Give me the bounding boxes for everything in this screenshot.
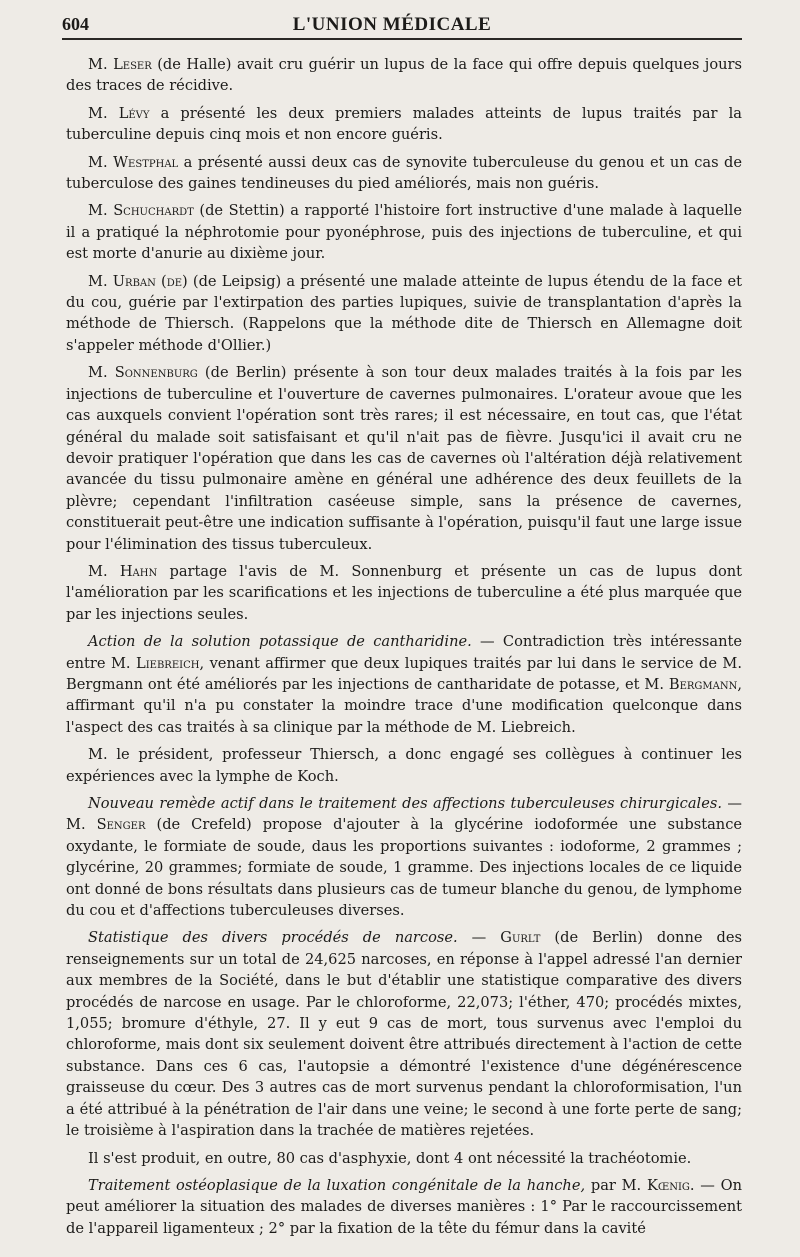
- text-run: , venant affirmer que deux lupiques traités par lui dans le service de M. Bergmann ont été améliorés par les injections de cantharidate de potasse, et M.: [66, 654, 742, 693]
- text-run: Il s'est produit, en outre, 80 cas d'asphyxie, dont 4 ont nécessité la trachéotomie.: [88, 1149, 692, 1167]
- text-run: — M.: [66, 795, 742, 834]
- author-name: Lévy: [118, 104, 150, 122]
- text-run: (de Berlin) présente à son tour deux malades traités à la fois par les injections de tuberculine et l'ouverture de cavernes pulmonaires. L'orateur avoue que les cas auxquels convient l'opération sont très rares; il est nécessaire, en tout cas, que l'état général du malade soit satisfaisant et qu'il n'ait pas de fièvre. Jusqu'ici il avait cru ne devoir pratiquer l'opération que dans les cas de cavernes où l'altération déjà relativement avancée du tissu pulmonaire amène en général une adhérence des deux feuillets de la plèvre; cependant l'infiltration caséeuse simple, sans la présence de cavernes, constituerait peut-être une indication suffisante à l'opération, puisqu'il faut une large issue pour l'élimination des tissus tuberculeux.: [66, 364, 742, 553]
- paragraph: [66, 152, 742, 195]
- paragraph: [66, 103, 742, 146]
- paragraph: [66, 927, 742, 1141]
- text-run: par M.: [585, 1176, 647, 1194]
- text-run: partage l'avis de M. Sonnenburg et présente un cas de lupus dont l'amélioration par les scarifications et les injections de tuberculine a été plus marquée que par les injections seules.: [66, 562, 742, 623]
- text-run: M.: [88, 562, 120, 580]
- author-name: Leser: [113, 56, 152, 73]
- text-run: (de Stettin) a rapporté l'histoire fort instructive d'une malade à laquelle il a pratiqué la néphrotomie pour pyonéphrose, puis des injections de tuberculine, et qui est morte d'anurie au dixième jour.: [66, 202, 742, 263]
- text-run: , affirmant qu'il n'a pu constater la moindre trace d'une modification quelconque dans l'aspect des cas traités à sa clinique par la méthode de M. Liebreich.: [66, 675, 742, 736]
- text-run: M. le président, professeur Thiersch, a donc engagé ses collègues à continuer les expériences avec la lymphe de Koch.: [66, 746, 742, 785]
- paragraph: [66, 631, 742, 738]
- text-run: M.: [88, 202, 114, 220]
- text-run: —: [457, 929, 501, 947]
- text-run: (de Berlin) donne des renseignements sur un total de 24,625 narcoses, en réponse à l'appel adressé l'an dernier aux membres de la Société, dans le but d'établir une statistique comparative des divers procédés de narcose en usage. Par le chloroforme, 22,073; l'éther, 470; procédés mixtes, 1,055; bromure d'éthyle, 27. Il y eut 9 cas de mort, tous survenus avec l'emploi du chloroforme, mais dont six seulement doivent être attribués directement à l'action de cette substance. Dans ces 6 cas, l'autopsie a démontré l'existence d'une dégénérescence graisseuse du cœur. Des 3 autres cas de mort survenus pendant la chloroformisation, l'un a été attribué à la pénétration de l'air dans une veine; le second à une forte perte de sang; le troisième à l'aspiration dans la trachée de matières rejetées.: [66, 929, 742, 1140]
- author-name: Senger: [96, 816, 146, 834]
- text-run: . — On peut améliorer la situation des malades de diverses manières : 1° Par le raccourcissement de l'appareil ligamenteux ; 2° par la fixation de la tête du fémur dans la cavité: [66, 1176, 743, 1237]
- text-run: M.: [88, 56, 114, 73]
- text-run: — Contradiction très intéressante entre M.: [66, 633, 742, 672]
- author-name: Liebreich: [136, 654, 200, 672]
- paragraph: [66, 200, 742, 264]
- paragraph: [66, 793, 742, 921]
- text-run: (de Halle) avait cru guérir un lupus de la face qui offre depuis quelques jours des traces de récidive.: [66, 56, 742, 95]
- author-name: Hahn: [119, 562, 158, 580]
- text-run: (de Crefeld) propose d'ajouter à la glycérine iodoformée une substance oxydante, le formiate de soude, daus les proportions suivantes : iodoforme, 2 grammes ; glycérine, 20 grammes; formiate de soude, 1 gramme. Des injections locales de ce liquide ont donné de bons résultats dans plusieurs cas de tumeur blanche du genou, de lymphome du cou et d'affections tuberculeuses diverses.: [66, 816, 742, 920]
- author-name: Gurlt: [500, 929, 541, 947]
- paragraph: [66, 1175, 742, 1239]
- page-number: 604: [62, 14, 89, 34]
- author-name: Westphal: [113, 153, 179, 171]
- author-name: Urban (de): [112, 272, 188, 290]
- text-run: a présenté les deux premiers malades atteints de lupus traités par la tuberculine depuis cinq mois et non encore guéris.: [66, 104, 742, 144]
- section-heading: Nouveau remède actif dans le traitement des affections tuberculeuses chirurgicales.: [88, 795, 722, 812]
- paragraph: [66, 1148, 742, 1169]
- article-body: [66, 54, 742, 1239]
- paragraph: [66, 561, 742, 625]
- section-heading: Statistique des divers procédés de narcose.: [88, 929, 458, 947]
- running-head: L'UNION MÉDICALE: [292, 14, 492, 35]
- author-name: Schuchardt: [113, 202, 194, 220]
- author-name: Bergmann: [668, 675, 738, 693]
- paragraph: [66, 271, 742, 357]
- paragraph: [66, 362, 742, 555]
- paragraph: [66, 744, 742, 787]
- text-run: M.: [88, 364, 115, 382]
- text-run: M.: [88, 272, 113, 290]
- page-header: [62, 0, 742, 40]
- text-run: M.: [88, 153, 114, 171]
- text-run: a présenté aussi deux cas de synovite tuberculeuse du genou et un cas de tuberculose des gaines tendineuses du pied améliorés, mais non guéris.: [66, 153, 743, 193]
- section-heading: Traitement ostéoplasique de la luxation congénitale de la hanche,: [88, 1176, 586, 1194]
- paragraph: [66, 54, 742, 97]
- author-name: Sonnenburg: [114, 364, 198, 382]
- text-run: M.: [88, 104, 119, 122]
- text-run: (de Leipsig) a présenté une malade atteinte de lupus étendu de la face et du cou, guérie par l'extirpation des parties lupiques, suivie de transplantation d'après la méthode de Thiersch. (Rappelons que la méthode dite de Thiersch en Allemagne doit s'appeler méthode d'Ollier.): [66, 272, 742, 354]
- section-heading: Action de la solution potassique de cantharidine.: [88, 633, 472, 651]
- author-name: Kœnig: [646, 1176, 690, 1194]
